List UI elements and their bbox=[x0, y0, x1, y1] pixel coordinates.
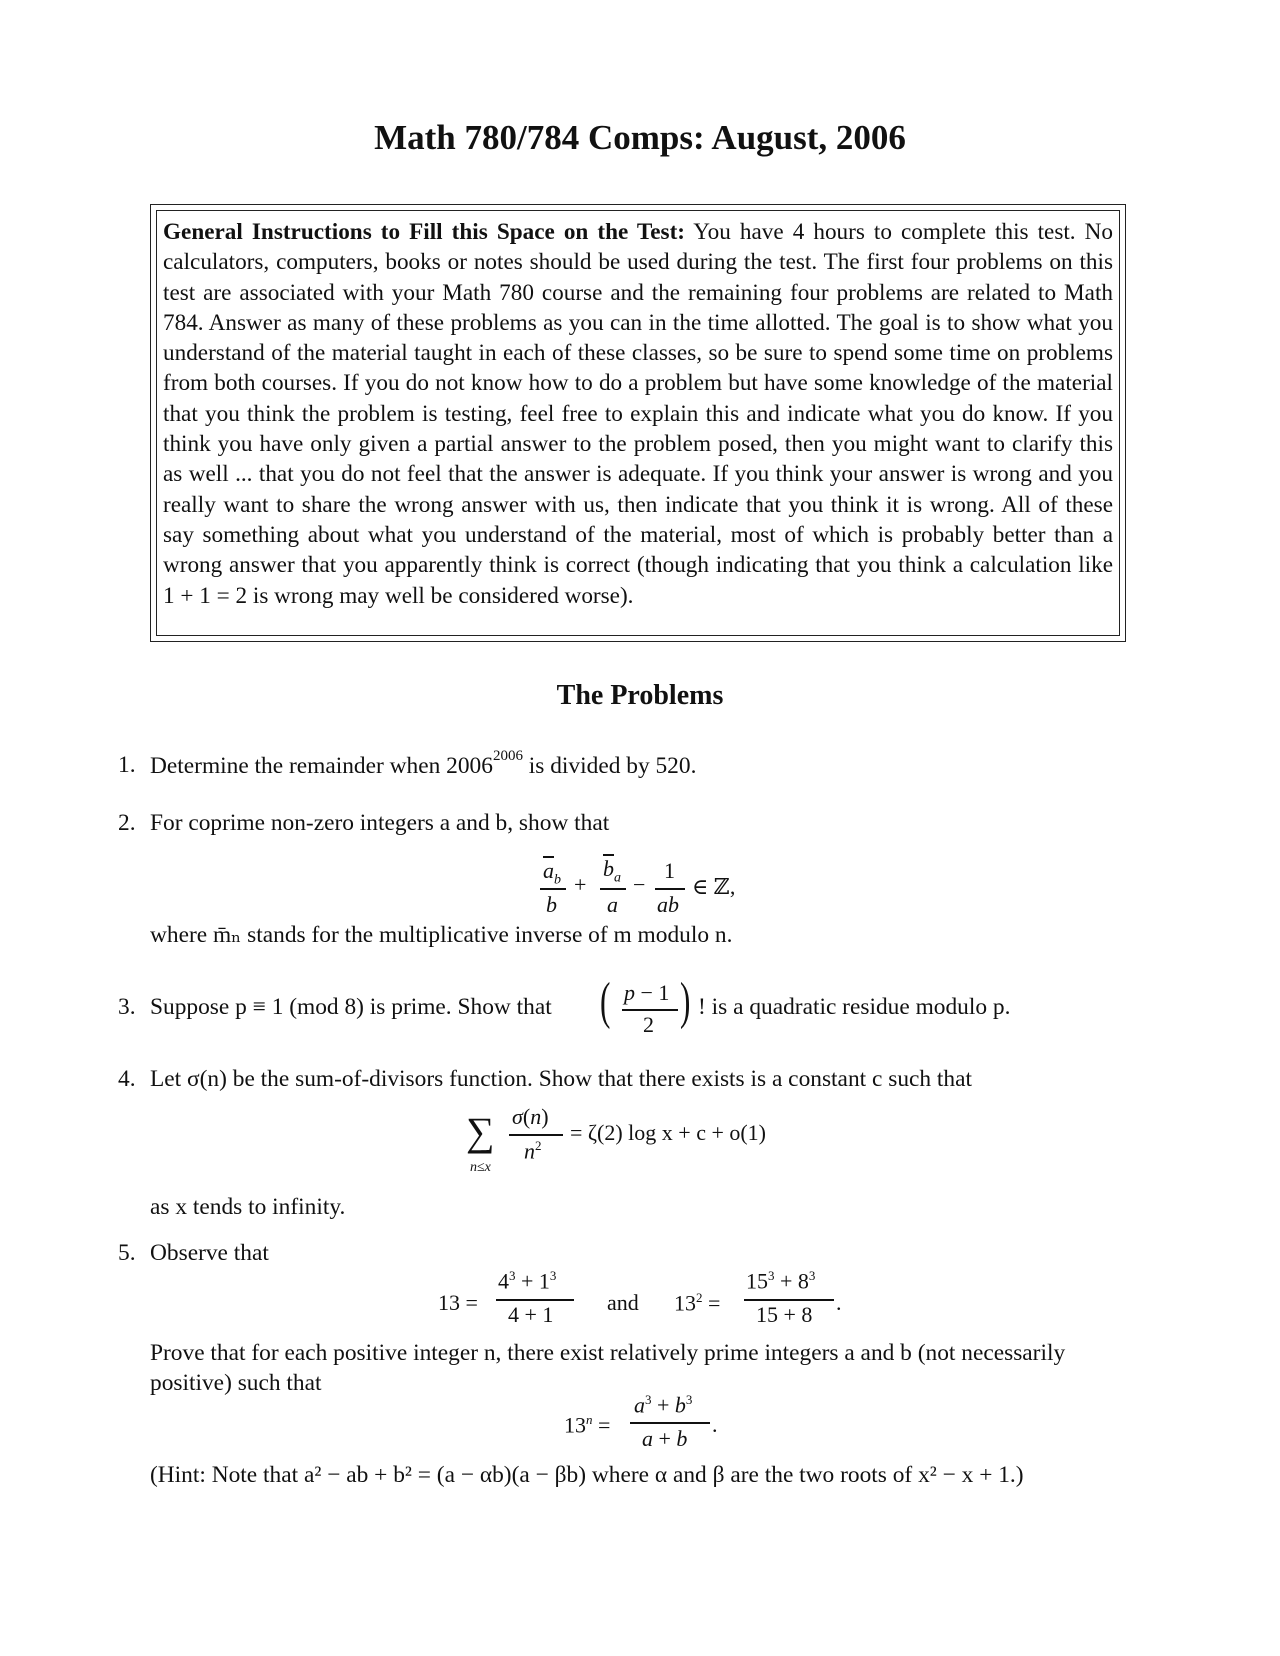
problem-5-prove: Prove that for each positive integer n, there exist relatively prime integers a and b (not necessarily positive) such that bbox=[150, 1340, 1066, 1396]
problem-4-number: 4. bbox=[118, 1066, 136, 1092]
instructions-text bbox=[156, 210, 1120, 636]
problem-1-text: Determine the remainder when $2006^{2006}$ is divided by 520. bbox=[150, 748, 697, 779]
problem-5-number: 5. bbox=[118, 1240, 136, 1266]
problem-3-text-a: Suppose p ≡ 1 (mod 8) is prime. Show that bbox=[150, 994, 552, 1020]
instructions-body: You have 4 hours to complete this test. No calculators, computers, books or notes should be used during the test. The first four problems on this test are associated with your Math 780 course and the remaining four problems are related to Math 784. Answer as many of these problems as you can in the time allotted. The goal is to show what you understand of the material taught in each of these classes, so be sure to spend some time on problems from both courses. If you do not know how to do a problem but have some knowledge of the material that you think the problem is testing, feel free to explain this and indicate what you do know. If you think you have only given a partial answer to the problem posed, then you might want to clarify this as well ... that you do not feel that the answer is adequate. If you think your answer is wrong and you really want to share the wrong answer with us, then indicate that you think it is wrong. All of these say something about what you understand of the material, most of which is probably better than a wrong answer that you apparently think is correct (though indicating that you think a calculation like 1 + 1 = 2 is wrong may well be considered worse). bbox=[163, 219, 1113, 609]
problem-3-number: 3. bbox=[118, 994, 136, 1020]
problem-1-number: 1. bbox=[118, 752, 136, 778]
section-title: The Problems bbox=[556, 680, 724, 711]
problem-4-after: as x tends to infinity. bbox=[150, 1194, 346, 1220]
instructions-lead: General Instructions to Fill this Space on the Test: bbox=[163, 219, 686, 245]
problem-5-text: Observe that bbox=[150, 1240, 269, 1266]
instructions-box bbox=[150, 204, 1126, 642]
problem-2-after: where m̄ₙ stands for the multiplicative inverse of m modulo n. bbox=[150, 922, 733, 948]
problem-4-text: Let σ(n) be the sum-of-divisors function. Show that there exists is a constant c such that bbox=[150, 1066, 973, 1092]
page-title: Math 780/784 Comps: August, 2006 bbox=[374, 118, 906, 157]
problem-5-hint: (Hint: Note that a² − ab + b² = (a − αb)(a − βb) where α and β are the two roots of x² − x + 1.) bbox=[150, 1462, 1024, 1488]
problem-2-number: 2. bbox=[118, 810, 136, 836]
problem-2-text: For coprime non-zero integers a and b, show that bbox=[150, 810, 610, 836]
exam-page: Math 780/784 Comps: August, 2006 General Instructions to Fill this Space on the Test: You have 4 hours to complete this test. No calculators, computers, books or notes should be used during the test. The first four problems on this test are associated with your Math 780 course and the remaining four problems are related to Math 784. Answer as many of these problems as you can in the time allotted. The goal is to show what you understand of the material taught in each of these classes, so be sure to spend some time on problems from both courses. If you do not know how to do a problem but have some knowledge of the material that you think the problem is testing, feel free to explain this and indicate what you do know. If you think you have only given a partial answer to the problem posed, then you might want to clarify this as well ... that you do not feel that the answer is adequate. If you think your answer is wrong and you really want to share the wrong answer with us, then indicate that you think it is wrong. All of these say something about what you understand of the material, most of which is probably better than a wrong answer that you apparently think is correct (though indicating that you think a calculation like 1 + 1 = 2 is wrong may well be considered worse). The Problems 1. Determine the remainder when $2006^{2006}$ is divided by 520. 2. For coprime non-zero integers a and b, show that $\overline{a}_b$ b + $\overline{b}_a$ a − 1 ab ∈ ℤ, where m̄ₙ stands for the multiplicative inverse of m modulo n. 3. Suppose p ≡ 1 (mod 8) is prime. Show that ( p − 1 2 ) ! is a quadratic residue modulo p. 4. Let σ(n) be the sum-of-divisors function. Show that there exists is a constant c such that ∑ n≤x σ(n) $n^2$ = ζ(2) log x + c + o(1) as x tends to infinity. 5. Observe that 13 = $4^3 + 1^3$ 4 + 1 and $13^2$ = $15^3 + 8^3$ 15 + 8 . Prove that for each positive integer n, there exist relatively prime integers a and b (not necessarily positive) such that $13^n$ = $a^3 + b^3$ a + b . (Hint: Note that a² − ab + b² = (a − αb)(a − βb) where α and β are the two roots of x² − x + 1.) bbox=[0, 0, 1280, 1656]
problem-3-text-b: ! is a quadratic residue modulo p. bbox=[698, 994, 1011, 1020]
